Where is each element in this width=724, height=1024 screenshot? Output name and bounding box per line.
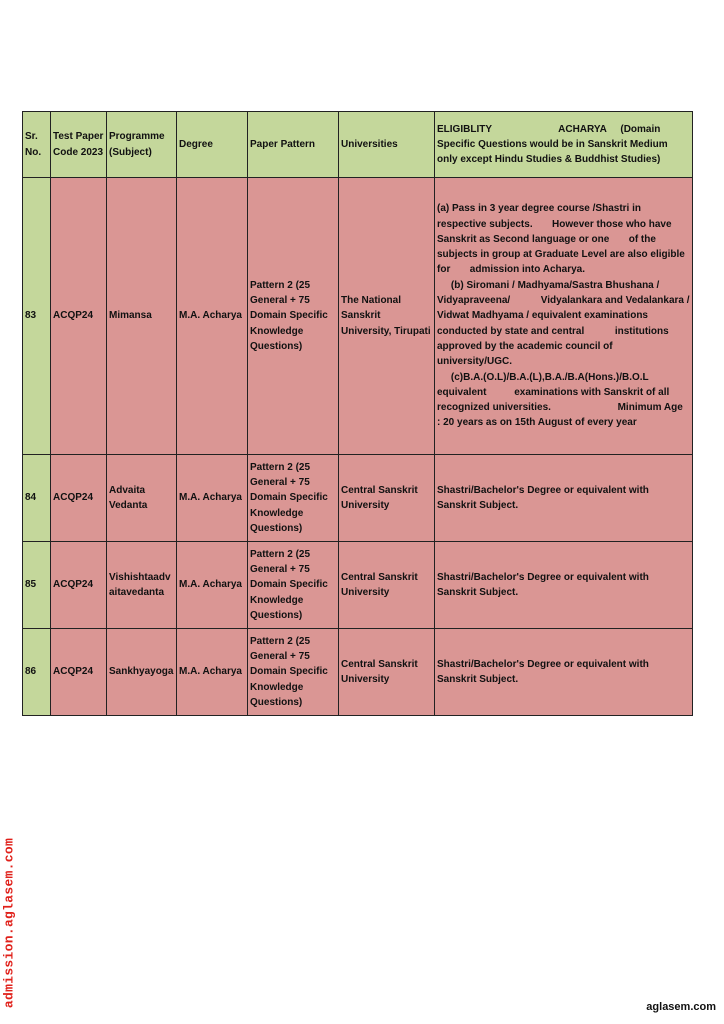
degree-cell: M.A. Acharya xyxy=(177,455,248,542)
code-cell: ACQP24 xyxy=(51,542,107,629)
eligibility-table xyxy=(22,111,693,716)
degree-cell: M.A. Acharya xyxy=(177,178,248,455)
table-row xyxy=(23,178,693,455)
pattern-cell: Pattern 2 (25 General + 75 Domain Specific Knowledge Questions) xyxy=(248,629,339,716)
university-cell: Central Sanskrit University xyxy=(339,455,435,542)
university-cell: Central Sanskrit University xyxy=(339,542,435,629)
degree-cell: M.A. Acharya xyxy=(177,542,248,629)
eligibility-paragraph: (a) Pass in 3 year degree course /Shastri in respective subjects. However those who have Sanskrit as Second language or one of the subjects in group at Graduate Level are also eligible for admission into Acharya. xyxy=(437,203,688,276)
code-cell: ACQP24 xyxy=(51,178,107,455)
sr-no-cell: 84 xyxy=(23,455,51,542)
header-eligibility-text: ELIGIBLITY ACHARYA (Domain Specific Questions would be in Sanskrit Medium only except Hindu Studies & Buddhist Studies) xyxy=(437,123,671,166)
pattern-cell: Pattern 2 (25 General + 75 Domain Specific Knowledge Questions) xyxy=(248,542,339,629)
programme-cell: Mimansa xyxy=(107,178,177,455)
pattern-cell: Pattern 2 (25 General + 75 Domain Specific Knowledge Questions) xyxy=(248,178,339,455)
eligibility-paragraph: Shastri/Bachelor's Degree or equivalent with Sanskrit Subject. xyxy=(437,484,652,511)
footer-brand: aglasem.com xyxy=(646,1001,716,1013)
code-cell: ACQP24 xyxy=(51,629,107,716)
table-header-row xyxy=(23,112,693,178)
header-pattern: Paper Pattern xyxy=(248,112,339,178)
eligibility-paragraph: Shastri/Bachelor's Degree or equivalent with Sanskrit Subject. xyxy=(437,571,652,598)
university-cell: The National Sanskrit University, Tirupati xyxy=(339,178,435,455)
header-universities: Universities xyxy=(339,112,435,178)
sr-no-cell: 86 xyxy=(23,629,51,716)
eligibility-paragraph: (b) Siromani / Madhyama/Sastra Bhushana / Vidyapraveena/ Vidyalankara and Vedalankara / Vidwat Madhyama / equivalent examinations conducted by state and central institutions approved by the academic council of university/UGC. xyxy=(437,279,693,368)
side-watermark xyxy=(2,830,16,1015)
eligibility-paragraph: (c)B.A.(O.L)/B.A.(L),B.A./B.A(Hons.)/B.O.L equivalent examinations with Sanskrit of all recognized universities. Minimum Age : 20 years as on 15th August of every year xyxy=(437,371,692,429)
table-row xyxy=(23,455,693,542)
programme-cell: Advaita Vedanta xyxy=(107,455,177,542)
eligibility-cell xyxy=(435,542,693,629)
header-code: Test Paper Code 2023 xyxy=(51,112,107,178)
header-eligibility xyxy=(435,112,693,178)
pattern-cell: Pattern 2 (25 General + 75 Domain Specific Knowledge Questions) xyxy=(248,455,339,542)
watermark-text: admission.aglasem.com xyxy=(1,837,17,1008)
eligibility-cell xyxy=(435,455,693,542)
university-cell: Central Sanskrit University xyxy=(339,629,435,716)
code-cell: ACQP24 xyxy=(51,455,107,542)
eligibility-cell xyxy=(435,178,693,455)
programme-cell: Sankhyayoga xyxy=(107,629,177,716)
eligibility-paragraph: Shastri/Bachelor's Degree or equivalent with Sanskrit Subject. xyxy=(437,658,652,685)
table-row xyxy=(23,629,693,716)
table-row xyxy=(23,542,693,629)
eligibility-cell xyxy=(435,629,693,716)
degree-cell: M.A. Acharya xyxy=(177,629,248,716)
header-degree: Degree xyxy=(177,112,248,178)
sr-no-cell: 85 xyxy=(23,542,51,629)
header-programme: Programme (Subject) xyxy=(107,112,177,178)
header-sr-no: Sr. No. xyxy=(23,112,51,178)
programme-cell: Vishishtaadv aitavedanta xyxy=(107,542,177,629)
sr-no-cell: 83 xyxy=(23,178,51,455)
